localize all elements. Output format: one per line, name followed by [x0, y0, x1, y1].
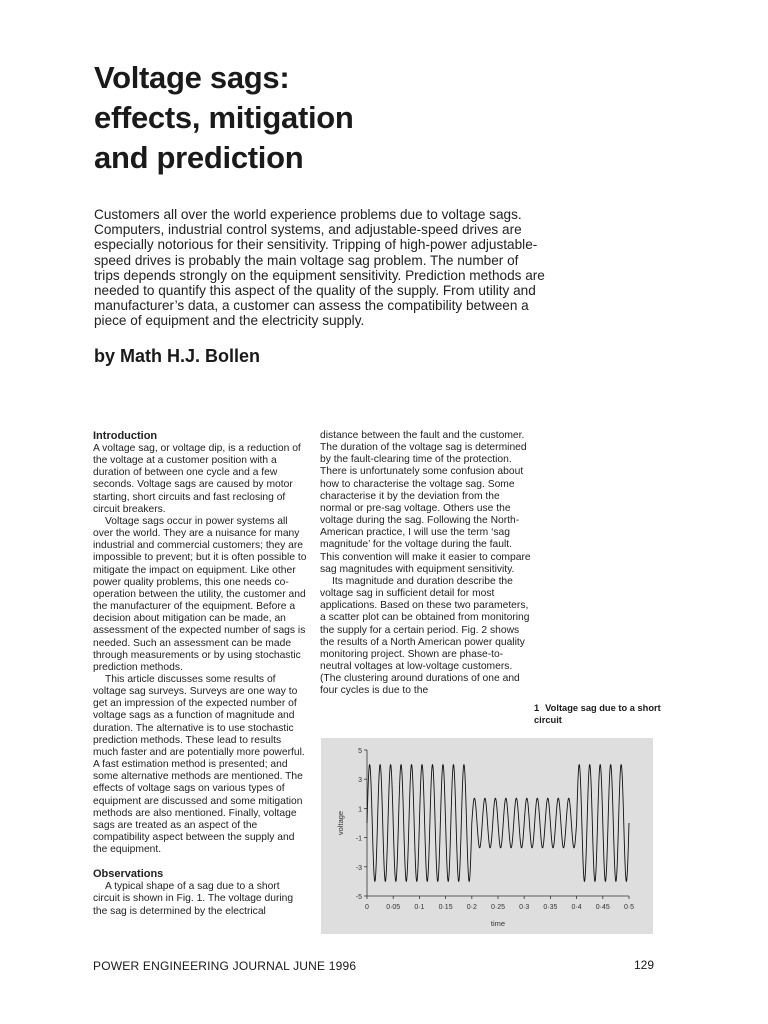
byline: by Math H.J. Bollen — [94, 346, 261, 366]
x-tick-label: 0 — [365, 904, 369, 911]
y-tick-label: 1 — [358, 806, 362, 814]
x-tick-label: 0·1 — [414, 904, 425, 911]
page-number: 129 — [633, 958, 654, 972]
voltage-series-line — [367, 765, 629, 882]
figure-caption-text: Voltage sag due to a short circuit — [534, 703, 661, 725]
y-tick-label: -5 — [355, 894, 362, 901]
journal-footer: POWER ENGINEERING JOURNAL JUNE 1996 — [93, 959, 357, 973]
figure-1 — [321, 738, 653, 934]
abstract: Customers all over the world experience problems due to voltage sags. Computers, industrial control systems, and adjustable-speed drives are especially notorious for their sensitivity. Tripping of high-power adjustable-speed drives is probably the main voltage sag problem. The number of trips depends strongly on the equipment sensitivity. Prediction methods are needed to quantify this aspect of the quality of the supply. From utility and manufacturer’s data, a customer can assess the compatibility between a piece of equipment and the electricity supply. — [94, 207, 545, 329]
intro-paragraph-2: Voltage sags occur in power systems all over the world. They are a nuisance for many industrial and commercial customers; they are impossible to prevent; but it is often possible to mitigate the impact on equipment. Like other power quality problems, this one needs co-operation between the utility, the customer and the manufacturer of the equipment. Before a decision about mitigation can be made, an assessment of the expected number of sags is needed. Such an assessment can be made through measurements or by using stochastic prediction methods. — [93, 515, 307, 673]
mid-paragraph-1: distance between the fault and the customer. The duration of the voltage sag is determined by the fault-clearing time of the protection. There is unfortunately some confusion about how to characterise the voltage sag. Some characterise it by the deviation from the normal or pre-sag voltage. Others use the voltage during the sag. Following the North-American practice, I will use the term ‘sag magnitude’ for the voltage during the fault. This convention will make it easier to compare sag magnitudes with equipment sensitivity. — [320, 430, 531, 575]
x-tick-label: 0·45 — [595, 904, 610, 911]
article-title — [94, 58, 654, 178]
title-line-1: Voltage sags: — [94, 60, 290, 95]
y-axis-label: voltage — [336, 810, 345, 836]
heading-observations: Observations — [93, 868, 164, 881]
title-line-3: and prediction — [94, 140, 304, 175]
title-line-2: effects, mitigation — [94, 100, 354, 135]
figure-caption — [534, 703, 664, 726]
x-tick-label: 0·35 — [543, 904, 558, 911]
middle-column — [320, 430, 534, 697]
x-tick-label: 0·2 — [466, 904, 477, 911]
y-tick-label: -3 — [355, 864, 362, 872]
mid-paragraph-2: Its magnitude and duration describe the voltage sag in sufficient detail for most applications. Based on these two parameters, a scatter plot can be obtained from monitoring the supply for a certain period. Fig. 2 shows the results of a North American power quality monitoring project. Shown are phase-to-neutral voltages at low-voltage customers. (The clustering around durations of one and four cycles is due to the — [320, 575, 530, 697]
x-tick-label: 0·5 — [623, 904, 635, 911]
y-tick-label: 3 — [358, 777, 362, 785]
observations-paragraph-1: A typical shape of a sag due to a short circuit is shown in Fig. 1. The voltage during the sag is determined by the electrical — [93, 881, 294, 917]
left-column — [93, 430, 307, 918]
x-axis-label: time — [490, 919, 506, 928]
intro-paragraph-3: This article discusses some results of voltage sag surveys. Surveys are one way to get an impression of the expected number of voltage sags as a function of magnitude and duration. The alternative is to use stochastic prediction methods. These lead to results much faster and are potentially more powerful. A fast estimation method is presented; and some alternative methods are mentioned. The effects of voltage sags on various types of equipment are discussed and some mitigation methods are also mentioned. Finally, voltage sags are treated as an aspect of the compatibility aspect between the supply and the equipment. — [93, 673, 305, 856]
x-tick-label: 0·4 — [571, 904, 582, 911]
voltage-sag-chart — [321, 738, 653, 934]
x-tick-label: 0·25 — [490, 904, 506, 911]
intro-paragraph-1: A voltage sag, or voltage dip, is a reduction of the voltage at a customer position with a duration of between one cycle and a few seconds. Voltage sags are caused by motor starting, short circuits and fast reclosing of circuit breakers. — [93, 443, 301, 515]
y-tick-label: -1 — [355, 835, 362, 843]
y-tick-label: 5 — [358, 748, 362, 755]
x-tick-label: 0·15 — [438, 904, 453, 911]
figure-number: 1 — [534, 703, 540, 713]
x-tick-label: 0·05 — [386, 904, 401, 911]
x-tick-label: 0·3 — [519, 904, 530, 911]
heading-introduction: Introduction — [93, 430, 158, 442]
